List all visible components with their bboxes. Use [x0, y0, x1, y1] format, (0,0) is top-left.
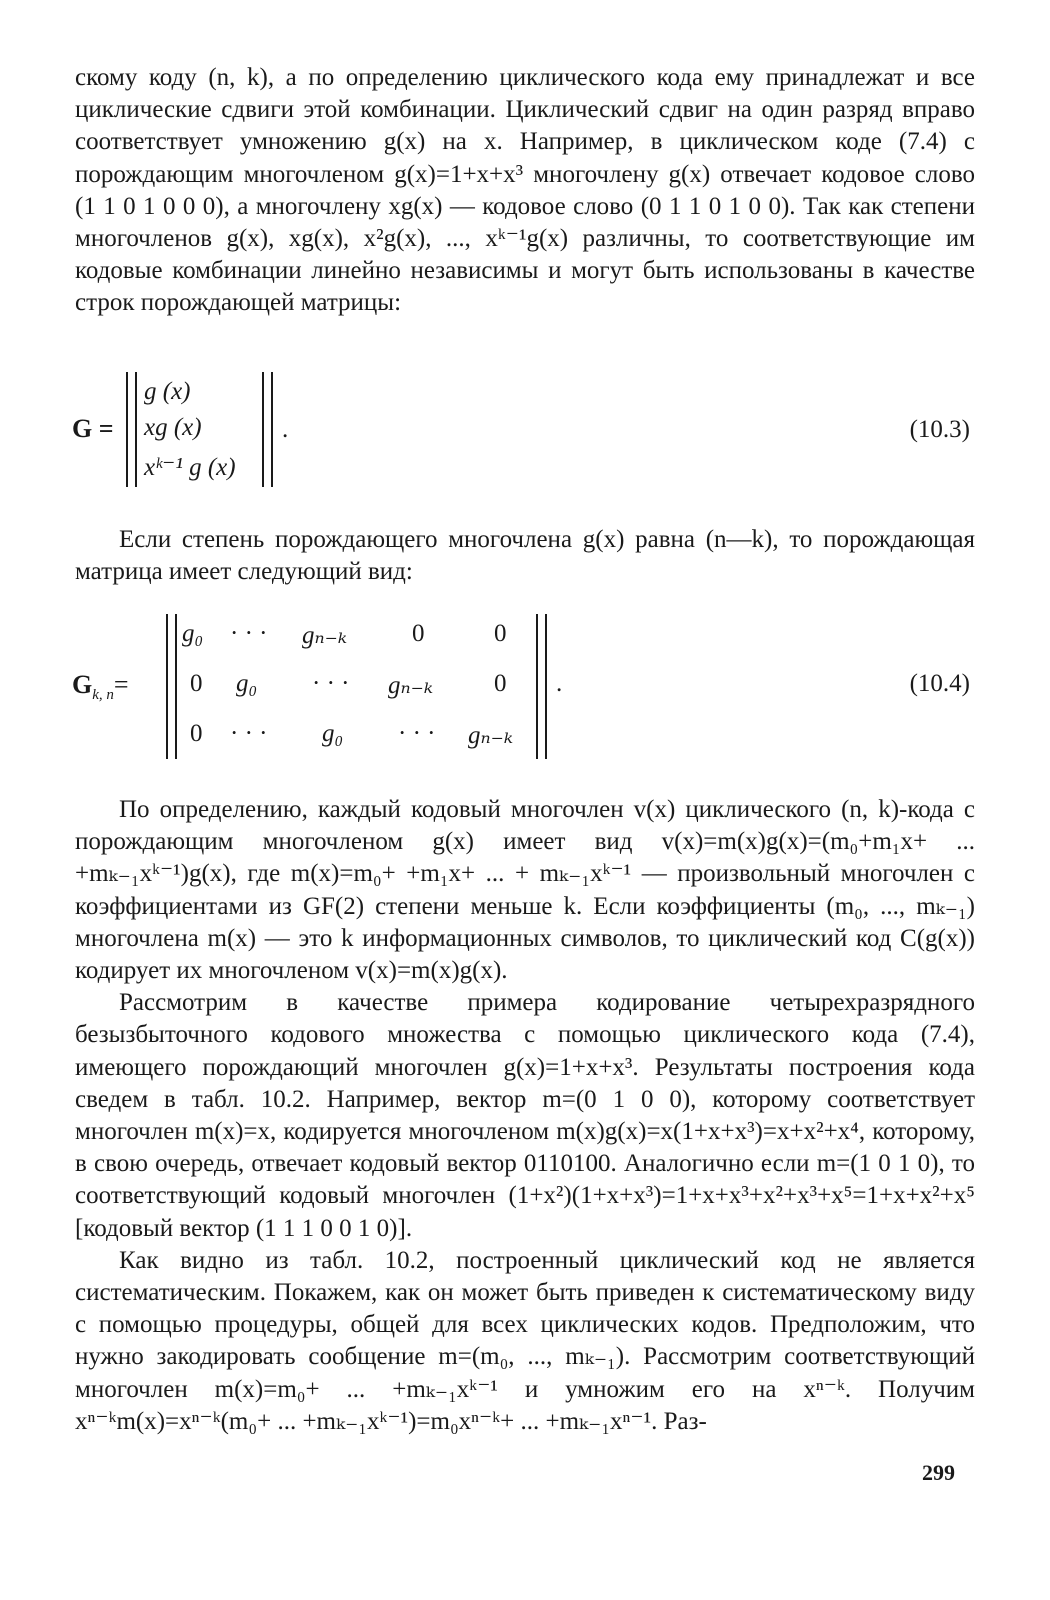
matrix-cell: · · ·	[312, 670, 350, 697]
matrix-cell: g₀	[236, 670, 258, 697]
paragraph-5-text: Как видно из табл. 10.2, построенный циклический код не является систематическим. Покажем, как он может быть приведен к систематическому виду с помощью процедуры, общей для всех циклических кодов. Предположим, что нужно закодировать сообщение m=(m₀, ..., mₖ₋₁). Рассмотрим соответствующий многочлен m(x)=m₀+ ... +mₖ₋₁xᵏ⁻¹ и умножим его на xⁿ⁻ᵏ. Получим xⁿ⁻ᵏm(x)=xⁿ⁻ᵏ(m₀+ ... +mₖ₋₁xᵏ⁻¹)=m₀xⁿ⁻ᵏ+ ... +mₖ₋₁xⁿ⁻¹. Раз-	[75, 1246, 975, 1435]
equation-10-4-lhs-eq: =	[113, 670, 129, 699]
matrix-cell: 0	[494, 670, 507, 697]
matrix-cell: g₀	[182, 620, 204, 647]
paragraph-3-text: По определению, каждый кодовый многочлен v(x) циклического (n, k)-кода с порождающим многочленом g(x) имеет вид v(x)=m(x)g(x)=(m₀+m₁x+ ... +mₖ₋₁xᵏ⁻¹)g(x), где m(x)=m₀+ +m₁x+ ... + mₖ₋₁xᵏ⁻¹ — произвольный многочлен с коэффициентами из GF(2) степени меньше k. Если коэффициенты (m₀, ..., mₖ₋₁) многочлена m(x) — это k информационных символов, то циклический код C(g(x)) кодирует их многочленом v(x)=m(x)g(x).	[75, 796, 975, 985]
matrix-left-norm-bars	[166, 614, 177, 759]
paragraph-2-text: Если степень порождающего многочлена g(x) равна (n—k), то порождающая матрица имеет следующий вид:	[75, 526, 975, 586]
body-paragraphs	[75, 794, 975, 1438]
equation-10-3-lhs: G =	[72, 414, 114, 443]
matrix-cell: 0	[190, 670, 203, 697]
paragraph-2	[75, 524, 975, 588]
equation-10-3-number: (10.3)	[909, 416, 970, 443]
paragraph-4-text: Рассмотрим в качестве примера кодирование четырехразрядного безызбыточного кодового множества с помощью циклического кода (7.4), имеющего порождающий многочлен g(x)=1+x+x³. Результаты построения кода сведем в табл. 10.2. Например, вектор m=(0 1 0 0), которому соответствует многочлен m(x)=x, кодируется многочленом m(x)g(x)=x(1+x+x³)=x+x²+x⁴, которому, в свою очередь, отвечает кодовый вектор 0110100. Аналогично если m=(1 0 1 0), то соответствующий кодовый многочлен (1+x²)(1+x+x³)=1+x+x³+x²+x³+x⁵=1+x+x²+x⁵ [кодовый вектор (1 1 1 0 0 1 0)].	[75, 989, 975, 1242]
equation-10-4-number: (10.4)	[909, 670, 970, 697]
equation-10-4-lhs	[72, 670, 129, 704]
matrix-cell: gₙ₋ₖ	[468, 722, 513, 749]
matrix-cell: · · ·	[230, 720, 268, 747]
matrix-right-norm-bars	[536, 614, 547, 759]
matrix-cell: · · ·	[230, 620, 268, 647]
paragraph-1-text: скому коду (n, k), а по определению циклического кода ему принадлежат и все циклические сдвиги этой комбинации. Циклический сдвиг на один разряд вправо соответствует умножению g(x) на x. Например, в циклическом коде (7.4) с порождающим многочленом g(x)=1+x+x³ многочлену g(x) отвечает кодовое слово (1 1 0 1 0 0 0), а многочлену xg(x) — кодовое слово (0 1 1 0 1 0 0). Так как степени многочленов g(x), xg(x), x²g(x), ..., xᵏ⁻¹g(x) различны, то соответствующие им кодовые комбинации линейно независимы и могут быть использованы в качестве строк порождающей матрицы:	[75, 64, 975, 317]
equation-10-3	[70, 372, 970, 487]
equation-10-4-lhs-sub: k, n	[92, 687, 114, 704]
matrix-row-2: xg (x)	[144, 414, 202, 441]
matrix-cell: · · ·	[398, 720, 436, 747]
matrix-cell: 0	[190, 720, 203, 747]
matrix-cell: 0	[412, 620, 425, 647]
equation-10-4	[70, 614, 970, 759]
matrix-left-norm-bars	[126, 372, 137, 487]
paragraph-1	[75, 62, 975, 320]
matrix-row-3: xᵏ⁻¹ g (x)	[144, 454, 236, 481]
matrix-cell: gₙ₋ₖ	[388, 672, 433, 699]
matrix-cell: g₀	[322, 720, 344, 747]
equation-10-3-period: .	[282, 416, 289, 443]
matrix-cell: 0	[494, 620, 507, 647]
equation-10-4-period: .	[556, 670, 563, 697]
matrix-row-1: g (x)	[144, 378, 191, 405]
matrix-right-norm-bars	[262, 372, 273, 487]
page-number: 299	[922, 1460, 955, 1485]
matrix-cell: gₙ₋ₖ	[302, 622, 347, 649]
equation-10-4-lhs-main: G	[72, 670, 93, 699]
